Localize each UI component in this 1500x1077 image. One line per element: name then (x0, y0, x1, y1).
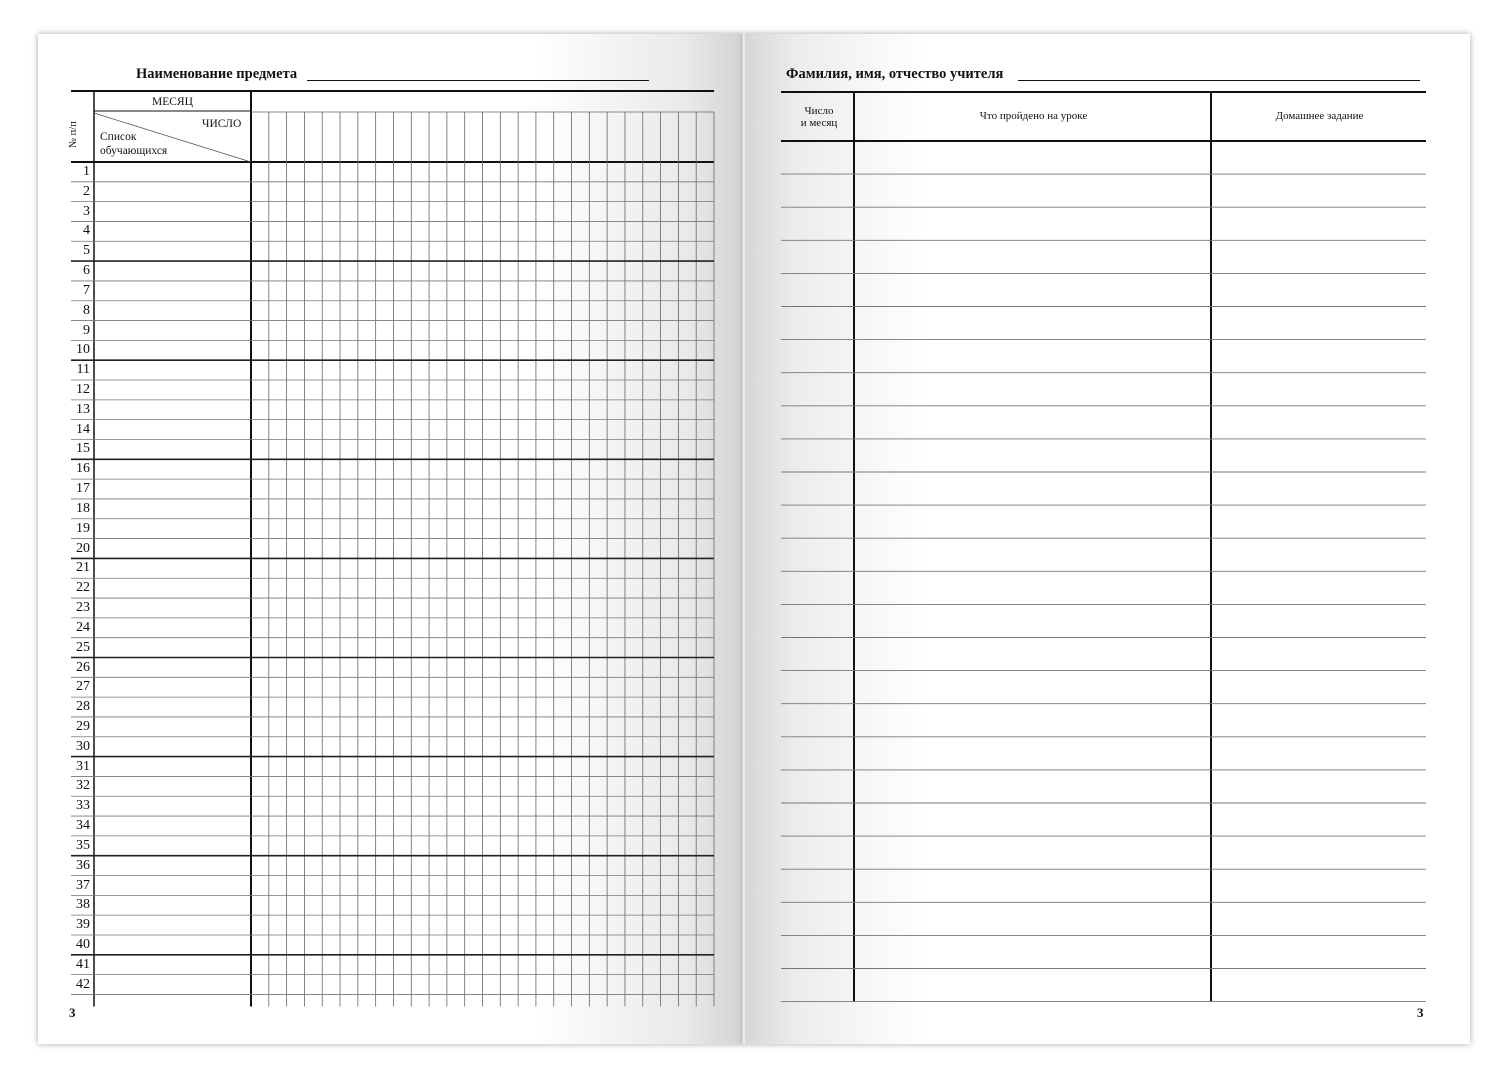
row-number: 4 (83, 223, 90, 239)
row-number: 24 (76, 619, 90, 635)
row-number: 38 (76, 897, 90, 913)
row-number-header: № п/п (68, 121, 79, 148)
row-number: 35 (76, 837, 90, 853)
students-header-line1: Список (100, 131, 137, 143)
left-page-number: 3 (69, 1005, 76, 1020)
row-number: 26 (76, 659, 90, 675)
row-number: 29 (76, 718, 90, 734)
row-number: 6 (83, 263, 90, 279)
row-number: 3 (83, 203, 90, 219)
day-header: ЧИСЛО (202, 118, 242, 130)
row-number: 17 (76, 481, 90, 497)
row-number: 40 (76, 936, 90, 952)
row-number: 28 (76, 699, 90, 715)
row-number: 7 (83, 282, 90, 298)
students-header-line2: обучающихся (100, 145, 168, 157)
right-page-number: 3 (1417, 1005, 1424, 1020)
row-number: 42 (76, 976, 90, 992)
date-column-header-line2: и месяц (800, 117, 838, 129)
date-column-header-line1: Число (804, 105, 834, 117)
row-number: 25 (76, 639, 90, 655)
date-column-header (784, 105, 854, 129)
row-number: 12 (76, 382, 90, 398)
row-number: 1 (83, 164, 90, 179)
month-header: МЕСЯЦ (152, 96, 193, 108)
row-number: 9 (83, 322, 90, 338)
row-number: 36 (76, 857, 90, 873)
subject-label: Наименование предмета (136, 66, 298, 82)
row-number: 33 (76, 798, 90, 814)
row-number: 5 (83, 243, 90, 259)
row-number: 21 (76, 560, 90, 576)
row-number: 20 (76, 540, 90, 556)
row-number: 41 (76, 956, 90, 972)
row-number: 8 (83, 302, 90, 318)
row-number: 18 (76, 500, 90, 516)
row-number: 19 (76, 520, 90, 536)
row-number: 2 (83, 183, 90, 199)
teacher-label: Фамилия, имя, отчество учителя (786, 66, 1004, 82)
row-number: 16 (76, 461, 90, 477)
row-number: 39 (76, 917, 90, 933)
row-number: 27 (76, 679, 90, 695)
row-number: 22 (76, 580, 90, 596)
topic-column-header: Что пройдено на уроке (979, 110, 1088, 122)
row-number: 30 (76, 738, 90, 754)
row-number: 31 (76, 758, 90, 774)
row-number: 15 (76, 441, 90, 457)
row-number: 23 (76, 600, 90, 616)
row-number: 37 (76, 877, 90, 893)
row-number: 10 (76, 342, 90, 358)
row-number: 14 (76, 421, 90, 437)
row-number: 11 (76, 362, 90, 378)
homework-column-header: Домашнее задание (1275, 110, 1364, 122)
row-number: 34 (76, 818, 90, 834)
row-number: 13 (76, 401, 90, 417)
row-number: 32 (76, 778, 90, 794)
